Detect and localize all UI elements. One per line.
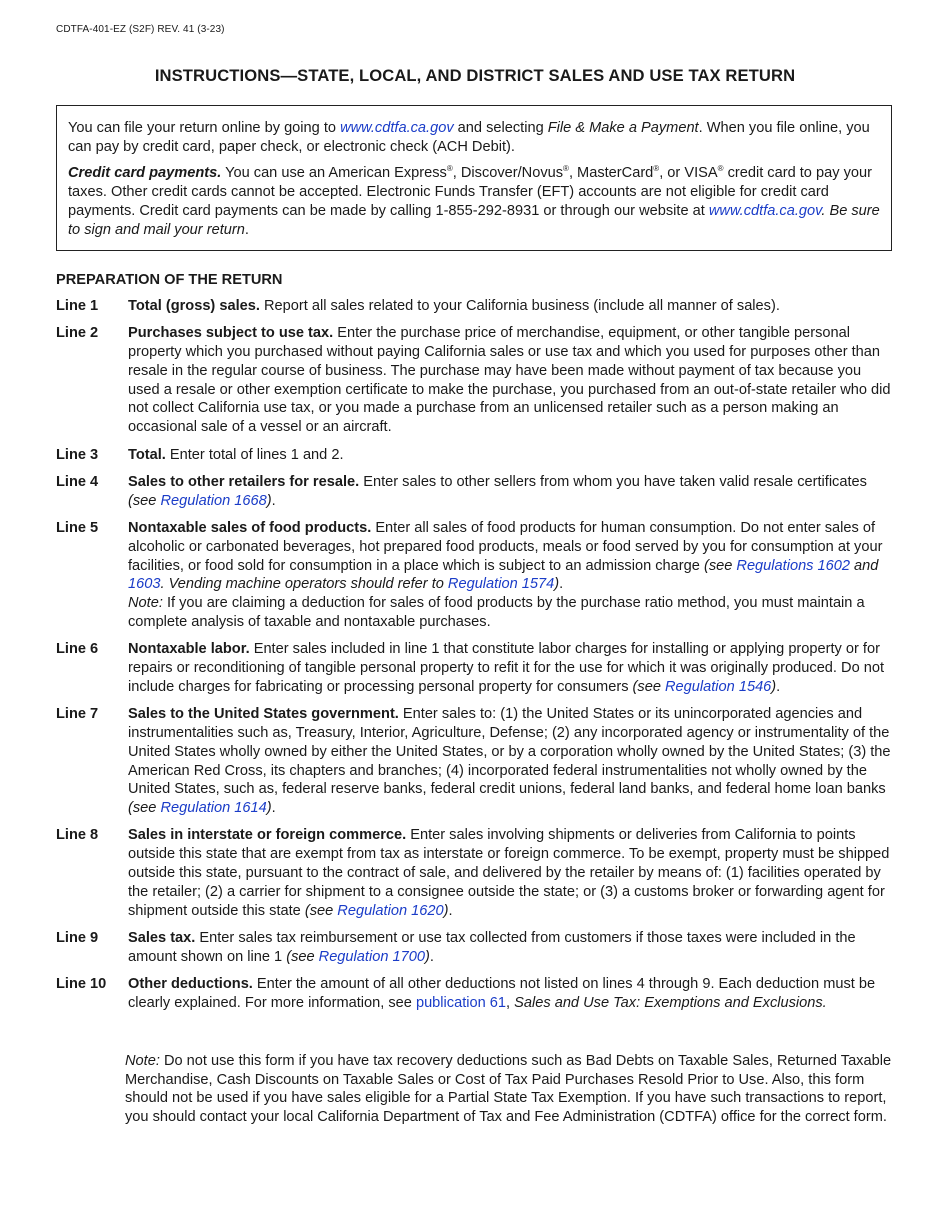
regulations-1602-link[interactable]: Regulations 1602	[736, 557, 850, 574]
line-6: Line 6 Nontaxable labor. Enter sales included in line 1 that constitute labor charges for installing or applying property or for repairs or reconditioning of tangible personal property to refit it for the use for which it was originally produced. Do not include charges for fabricating or processing personal property for consumers (see Regulation 1546).	[56, 641, 885, 695]
line-label: Line 5	[56, 519, 99, 536]
section-heading: PREPARATION OF THE RETURN	[56, 272, 283, 288]
line-label: Line 10	[56, 976, 107, 992]
line-label: Line 8	[56, 827, 99, 844]
line-label: Line 3	[56, 446, 99, 463]
line-2: Line 2 Purchases subject to use tax. Enter the purchase price of merchandise, equipment, or other tangible personal property which you purchased without paying California sales or use tax and which you used for purposes other than resale in the regular course of business. The purchase may have been made without payment of tax because you used a resale or other exemption certificate to make the purchase, you purchased from an out-of-state retailer who did not collect California use tax, or you made a purchase from an unlicensed retailer such as a person making an occasional sale of a vessel or an aircraft.	[56, 325, 891, 436]
line-label: Line 2	[56, 325, 99, 342]
regulation-1668-link[interactable]: Regulation 1668	[160, 492, 267, 509]
cdtfa-website-link-2[interactable]: www.cdtfa.ca.gov	[708, 202, 822, 219]
line-9: Line 9 Sales tax. Enter sales tax reimbursement or use tax collected from customers if those taxes were included in the amount shown on line 1 (see Regulation 1700).	[56, 929, 856, 965]
regulation-1614-link[interactable]: Regulation 1614	[160, 800, 267, 817]
line-3: Line 3 Total. Enter total of lines 1 and 2.	[56, 446, 344, 463]
line-label: Line 4	[56, 473, 99, 490]
line-8: Line 8 Sales in interstate or foreign commerce. Enter sales involving shipments or deliveries from California to points outside this state that are exempt from tax as interstate or foreign commerce. To be exempt, property must be shipped outside this state, pursuant to the contract of sale, and delivered by the retailer by means of: (1) facilities operated by the retailer; (2) a carrier for shipment to a consignee outside the state; or (3) a customs broker or forwarding agent for shipment outside this state (see Regulation 1620).	[56, 827, 890, 919]
line-instructions	[56, 297, 896, 1021]
line-label: Line 1	[56, 298, 99, 314]
page-title: INSTRUCTIONS—STATE, LOCAL, AND DISTRICT SALES AND USE TAX RETURN	[154, 66, 796, 85]
final-note: Note: Do not use this form if you have tax recovery deductions such as Bad Debts on Taxable Sales, Returned Taxable Merchandise, Cash Discounts on Taxable Sales or Cost of Tax Paid Purchases Resold Prior to Use. Also, this form should not be used if you have sales eligible for a Partial State Tax Exemption. If you have such transactions to report, you should contact your local California Department of Tax and Fee Administration (CDTFA) office for the correct form.	[125, 1053, 892, 1126]
form-number: CDTFA-401-EZ (S2F) REV. 41 (3-23)	[56, 24, 225, 35]
credit-card-paragraph: Credit card payments. You can use an American Express®, Discover/Novus®, MasterCard®, or VISA® credit card to pay your taxes. Other credit cards cannot be accepted. Electronic Funds Transfer (EFT) accounts are not eligible for credit card payments. Credit card payments can be made by calling 1-855-292-8931 or through our website at www.cdtfa.ca.gov. Be sure to sign and mail your return.	[68, 164, 880, 238]
online-filing-paragraph: You can file your return online by going to www.cdtfa.ca.gov and selecting File & Make a Payment. When you file online, you can pay by credit card, paper check, or electronic check (ACH Debit).	[68, 120, 870, 155]
line-1: Line 1 Total (gross) sales. Report all sales related to your California business (include all manner of sales).	[56, 298, 780, 314]
regulation-1603-link[interactable]: 1603	[128, 576, 161, 593]
line-4: Line 4 Sales to other retailers for resale. Enter sales to other sellers from whom you have taken valid resale certificates (see Regulation 1668).	[56, 473, 867, 509]
publication-61-link[interactable]: publication 61	[415, 994, 507, 1011]
regulation-1700-link[interactable]: Regulation 1700	[318, 948, 425, 965]
line-label: Line 6	[56, 641, 99, 658]
line-10: Line 10 Other deductions. Enter the amount of all other deductions not listed on lines 4 through 9. Each deduction must be clearly explained. For more information, see publication 61, Sales and Use Tax: Exemptions and Exclusions.	[56, 976, 876, 1011]
regulation-1620-link[interactable]: Regulation 1620	[337, 902, 444, 919]
cdtfa-website-link[interactable]: www.cdtfa.ca.gov	[340, 120, 454, 136]
line-label: Line 9	[56, 929, 99, 946]
line-label: Line 7	[56, 706, 99, 723]
line-7: Line 7 Sales to the United States government. Enter sales to: (1) the United States or its unincorporated agencies and instrumentalities such as, Treasury, Interior, Agriculture, Defense; (2) any incorporated agency or instrumentality of the United States wholly owned by either the United States, or by a corporation wholly owned by the United States; (3) the American Red Cross, its chapters and branches; (4) incorporated federal instrumentalities not wholly owned by the United States, such as, federal reserve banks, federal credit unions, federal land banks, and federal home loan banks (see Regulation 1614).	[56, 706, 891, 817]
regulation-1546-link[interactable]: Regulation 1546	[665, 678, 772, 695]
regulation-1574-link[interactable]: Regulation 1574	[447, 576, 555, 593]
line-5: Line 5 Nontaxable sales of food products. Enter all sales of food products for human consumption. Do not enter sales of alcoholic or carbonated beverages, hot prepared food products, meals or food served by you for consumption at your facilities, or food sold for consumption in a place which is subject to an admission charge (see Regulations 1602 and 1603. Vending machine operators should refer to Regulation 1574). Note: If you are claiming a deduction for sales of food products by the purchase ratio method, you must maintain a complete analysis of taxable and nontaxable purchases.	[56, 519, 883, 630]
intro-box	[56, 105, 892, 251]
